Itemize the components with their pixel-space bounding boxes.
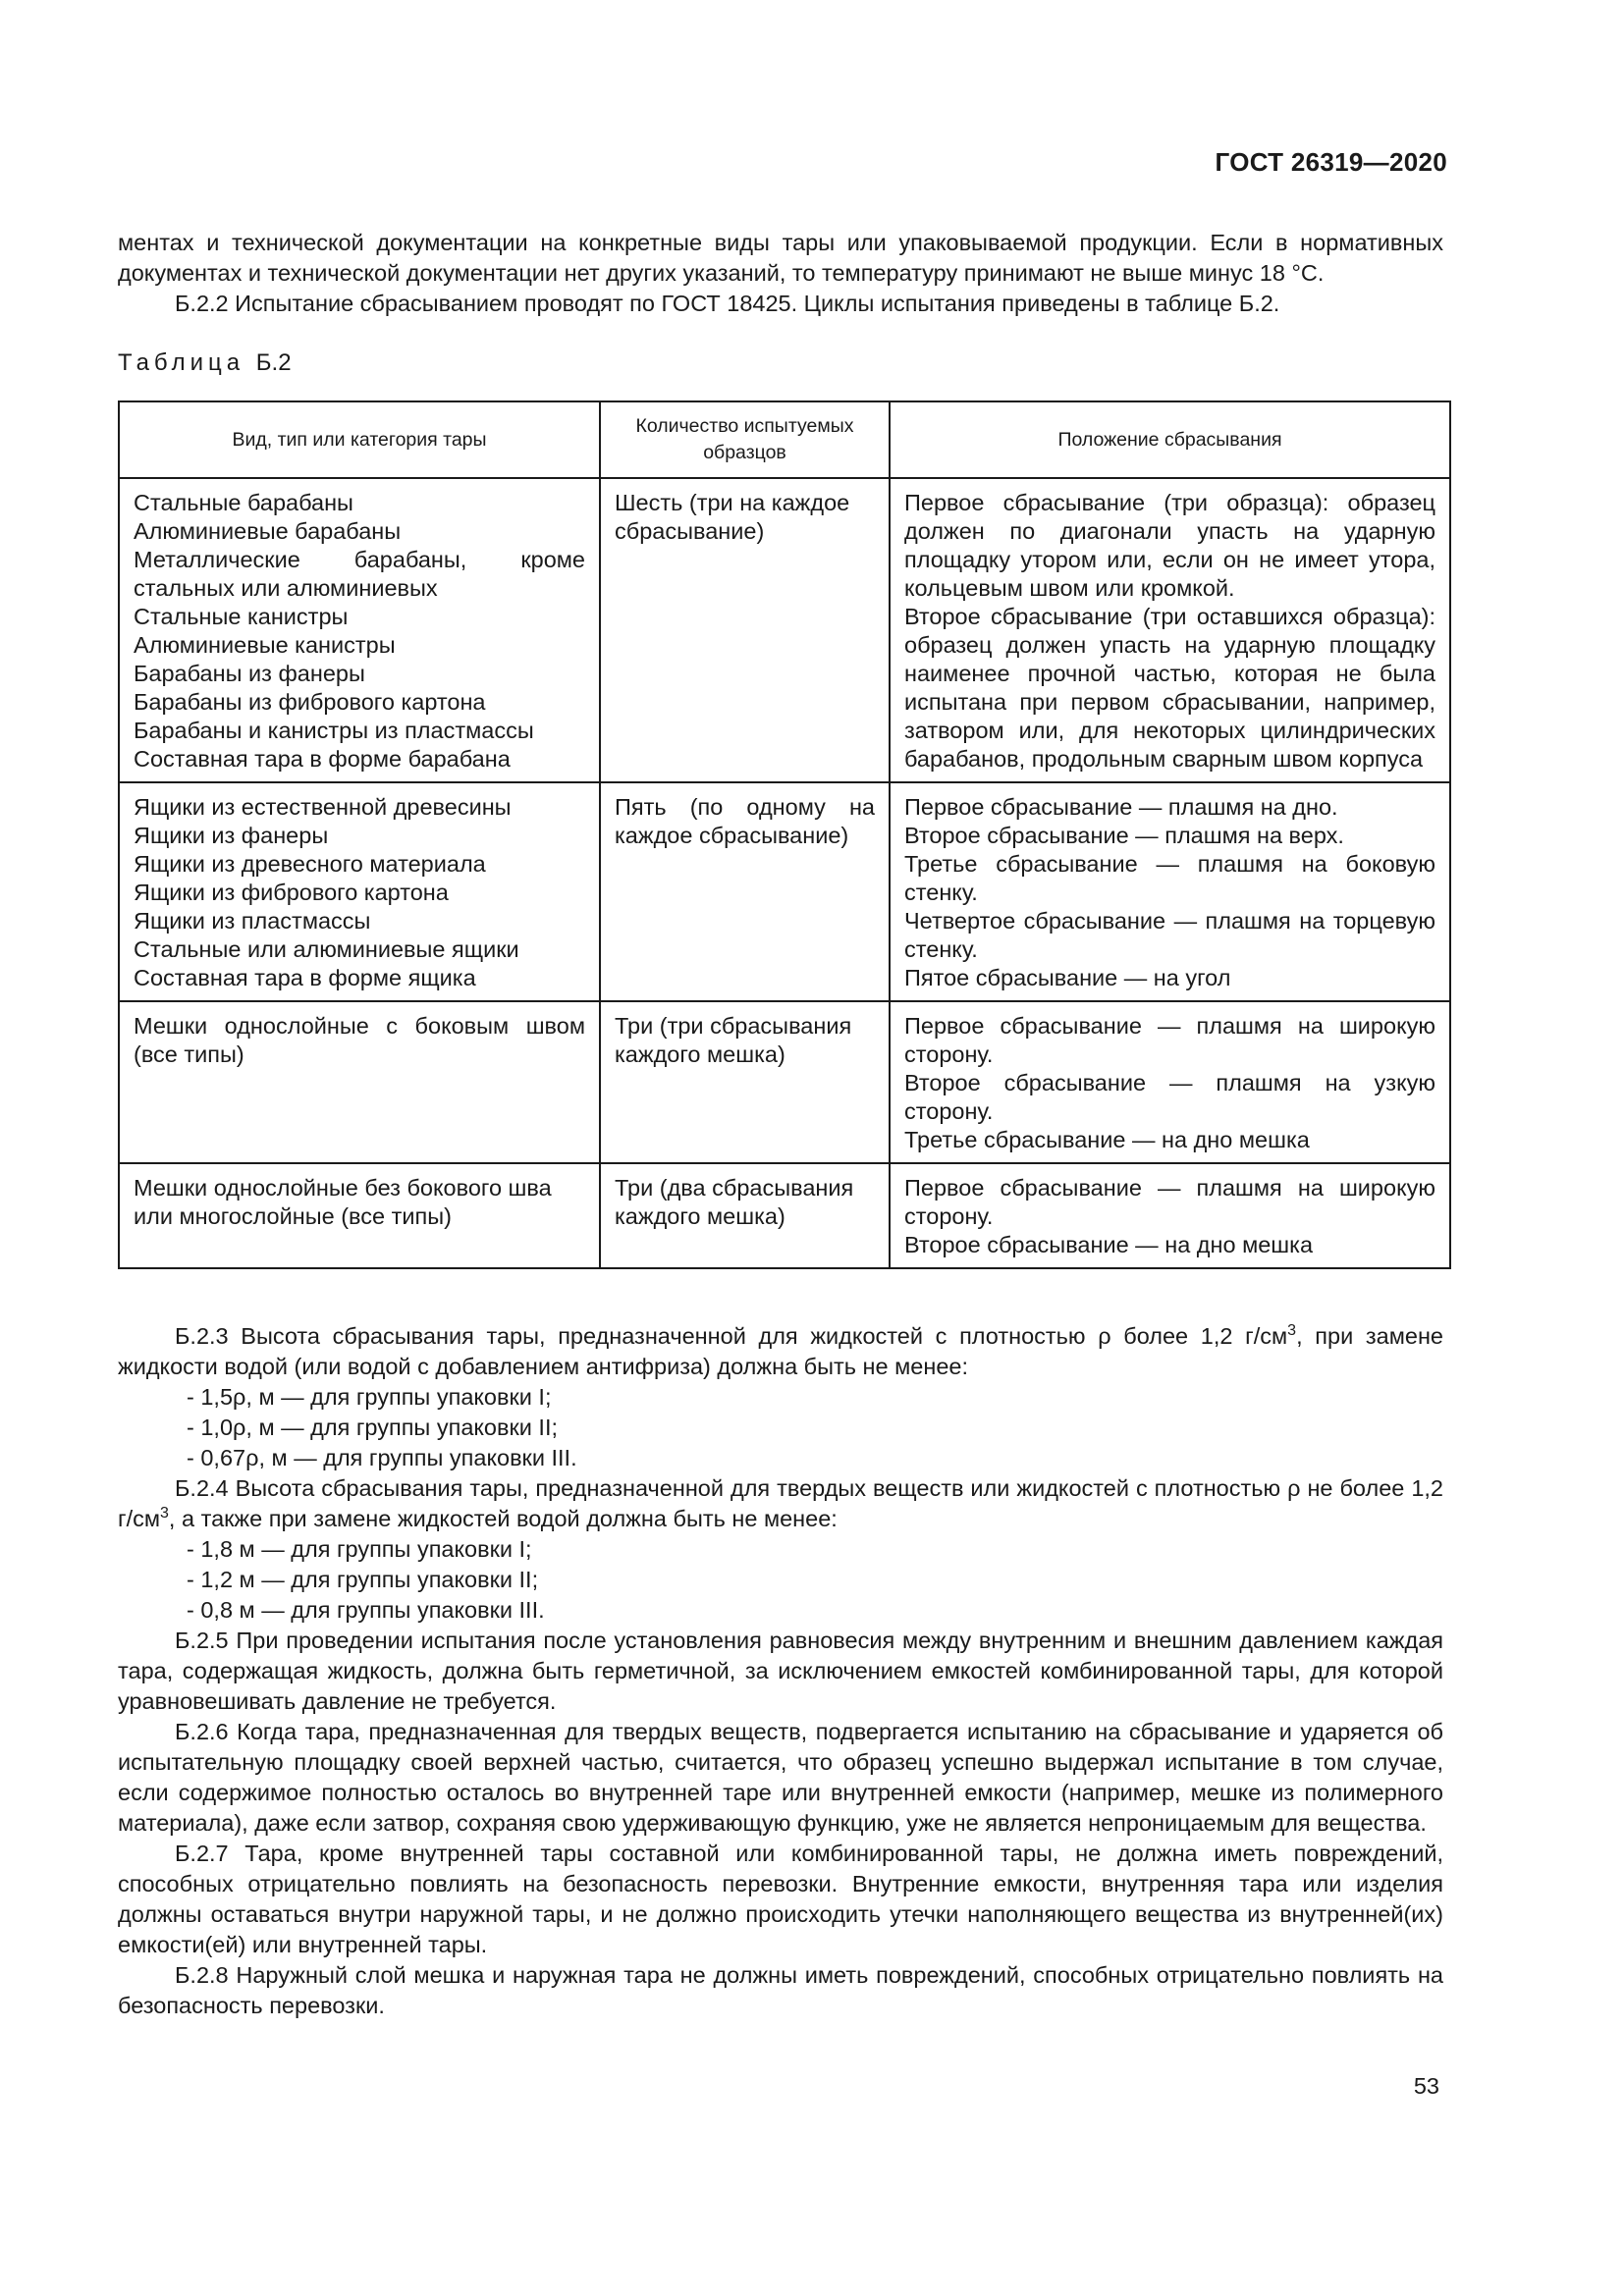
b24-text-end: , а также при замене жидкостей водой должна быть не менее: [168,1506,838,1531]
kind-item: Стальные канистры [134,604,349,629]
kind-item: Стальные или алюминиевые ящики [134,936,519,962]
position-item: Второе сбрасывание — на дно мешка [904,1232,1314,1257]
list-item: - 0,67ρ, м — для группы упаковки III. [187,1445,577,1470]
table-row [119,1163,1450,1268]
list-item: - 1,0ρ, м — для группы упаковки II; [187,1415,559,1440]
document-header: ГОСТ 26319—2020 [1215,147,1447,177]
table-title [118,349,292,377]
kind-item: Барабаны из фибрового картона [134,689,486,715]
positions-cell [890,1001,1450,1163]
positions-cell [890,1163,1450,1268]
count-cell: Три (три сбрасывания каждого мешка) [600,1001,890,1163]
kind-item: Стальные барабаны [134,490,353,515]
superscript: 3 [160,1505,169,1522]
position-item: Четвертое сбрасывание — плашмя на торцевую стенку. [904,908,1435,962]
position-item: Первое сбрасывание — плашмя на широкую сторону. [904,1013,1435,1067]
kinds-cell [119,478,600,782]
table-header-row [119,401,1450,478]
kinds-cell: Мешки однослойные без бокового шва или многослойные (все типы) [119,1163,600,1268]
header-position: Положение сбрасывания [890,401,1450,478]
kind-item: Ящики из древесного материала [134,851,486,877]
count-cell: Шесть (три на каждое сбрасывание) [600,478,890,782]
paragraph-b25: Б.2.5 При проведении испытания после установления равновесия между внутренним и внешним давлением каждая тара, содержащая жидкость, должна быть герметичной, за исключением емкостей комбинированной тары, для которой уравновешивать давление не требуется. [118,1628,1443,1714]
kinds-cell [119,782,600,1001]
kind-item: Алюминиевые канистры [134,632,396,658]
list-item: - 1,5ρ, м — для группы упаковки I; [187,1384,552,1410]
intro-block [118,228,1443,319]
paragraph-b26: Б.2.6 Когда тара, предназначенная для твердых веществ, подвергается испытанию на сбрасывание и ударяется об испытательную площадку своей верхней частью, считается, что образец успешно выдержал испытание в том случае, если содержимое полностью осталось во внутренней таре или внутренней емкости (например, мешке из полимерного материала), даже если затвор, сохраняя свою удерживающую функцию, уже не является непроницаемым для вещества. [118,1719,1443,1836]
position-item: Третье сбрасывание — на дно мешка [904,1127,1310,1152]
positions-cell [890,782,1450,1001]
count-cell: Пять (по одному на каждое сбрасывание) [600,782,890,1001]
b23-text-start: Б.2.3 Высота сбрасывания тары, предназначенной для жидкостей с плотностью ρ более 1,2 г/см [175,1323,1288,1349]
header-kind: Вид, тип или категория тары [119,401,600,478]
clauses-block [118,1321,1443,2021]
list-item: - 1,2 м — для группы упаковки II; [187,1567,539,1592]
list-item: - 1,8 м — для группы упаковки I; [187,1536,532,1562]
kind-item: стальных или алюминиевых [134,575,438,601]
position-item: Второе сбрасывание (три оставшихся образца): образец должен упасть на ударную площадку наименее прочной частью, которая не была испытана при первом сбрасывании, например, затвором или, для некоторых цилиндрических барабанов, продольным сварным швом корпуса [904,604,1435,772]
kind-item: Барабаны и канистры из пластмассы [134,718,534,743]
position-item: Первое сбрасывание (три образца): образец должен по диагонали упасть на ударную площадку утором или, если он не имеет утора, кольцевым швом или кромкой. [904,490,1435,601]
position-item: Пятое сбрасывание — на угол [904,965,1231,990]
table-row [119,782,1450,1001]
page-number: 53 [1413,2073,1439,2099]
position-item: Первое сбрасывание — плашмя на широкую сторону. [904,1175,1435,1229]
kinds-cell: Мешки однослойные с боковым швом (все типы) [119,1001,600,1163]
table-title-word: Таблица [118,349,245,376]
paragraph-b24 [118,1473,1443,1534]
table-title-number: Б.2 [255,349,292,376]
paragraph-b23 [118,1321,1443,1382]
kind-item: Металлические барабаны, кроме [134,547,585,572]
continuation-paragraph: ментах и технической документации на конкретные виды тары или упаковываемой продукции. Если в нормативных документах и технической документации нет других указаний, то температуру принимают не выше минус 18 °С. [118,230,1443,286]
positions-cell [890,478,1450,782]
superscript: 3 [1287,1322,1297,1339]
kind-item: Ящики из фанеры [134,823,329,848]
position-item: Первое сбрасывание — плашмя на дно. [904,794,1338,820]
paragraph-b22: Б.2.2 Испытание сбрасыванием проводят по ГОСТ 18425. Циклы испытания приведены в таблице Б.2. [175,291,1280,316]
kind-item: Барабаны из фанеры [134,661,365,686]
kind-item: Ящики из пластмассы [134,908,371,934]
table-row [119,478,1450,782]
header-count: Количество испытуемых образцов [600,401,890,478]
kind-item: Составная тара в форме барабана [134,746,511,772]
kind-item: Ящики из естественной древесины [134,794,512,820]
count-cell: Три (два сбрасывания каждого мешка) [600,1163,890,1268]
position-item: Второе сбрасывание — плашмя на верх. [904,823,1344,848]
b23-text-end: , при замене жидкости водой (или водой с добавлением антифриза) должна быть не менее: [118,1323,1443,1379]
position-item: Третье сбрасывание — плашмя на боковую стенку. [904,851,1435,905]
b24-text-start: Б.2.4 Высота сбрасывания тары, предназначенной для твердых веществ или жидкостей с плотностью ρ не более 1,2 г/см [118,1475,1443,1531]
drop-test-table [118,400,1451,1269]
position-item: Второе сбрасывание — плашмя на узкую сторону. [904,1070,1435,1124]
table-row [119,1001,1450,1163]
kind-item: Алюминиевые барабаны [134,518,402,544]
kind-item: Ящики из фибрового картона [134,880,449,905]
paragraph-b27: Б.2.7 Тара, кроме внутренней тары составной или комбинированной тары, не должна иметь повреждений, способных отрицательно повлиять на безопасность перевозки. Внутренние емкости, внутренняя тара или изделия должны оставаться внутри наружной тары, и не должно происходить утечки наполняющего вещества из внутренней(их) емкости(ей) или внутренней тары. [118,1841,1443,1957]
list-item: - 0,8 м — для группы упаковки III. [187,1597,545,1623]
paragraph-b28: Б.2.8 Наружный слой мешка и наружная тара не должны иметь повреждений, способных отрицательно повлиять на безопасность перевозки. [118,1962,1443,2018]
kind-item: Составная тара в форме ящика [134,965,476,990]
